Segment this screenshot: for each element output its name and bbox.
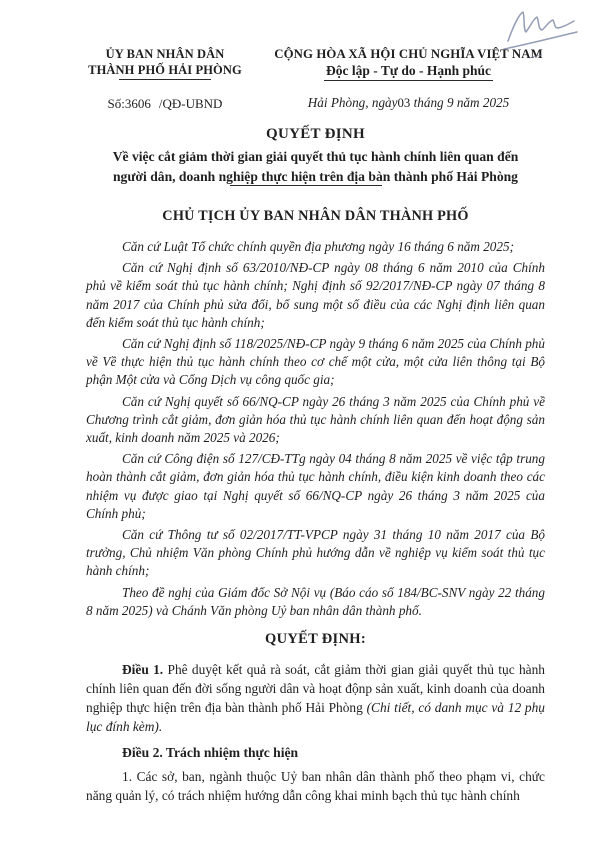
subject-underline: [230, 185, 382, 186]
document-number: [86, 95, 244, 112]
article-1-text: Phê duyệt kết quả rà soát, cắt giảm thời gian giải quyết thủ tục hành chính liên quan đến đời sống người dân và hoạt độnp sản xuất, kinh doanh của doanh nghiệp thực hiện trên địa bàn thành phố Hải Phòng: [86, 662, 545, 716]
preamble-paragraph: Căn cứ Nghị quyết số 66/NQ-CP ngày 26 tháng 3 năm 2025 của Chính phủ về Chương trình cắt giảm, đơn giản hóa thủ tục hành chính liên quan đến hoạt động sản xuất, kinh doanh năm 2025 và 2026;: [86, 393, 545, 446]
article-2-heading: Điều 2. Trách nhiệm thực hiện: [122, 745, 299, 761]
document-header: [86, 46, 545, 112]
preamble: [86, 238, 545, 620]
authority-underline: [119, 79, 211, 80]
decision-heading: QUYẾT ĐỊNH:: [265, 631, 366, 648]
issuing-authority-city: THÀNH PHỐ HẢI PHÒNG: [88, 63, 242, 77]
article-1: [86, 660, 545, 736]
decree-heading: QUYẾT ĐỊNH: [266, 126, 365, 142]
date-suffix: tháng 9 năm 2025: [410, 95, 510, 110]
deciding-authority: CHỦ TỊCH ỦY BAN NHÂN DÂN THÀNH PHỐ: [162, 208, 469, 224]
article-1-label: Điều 1.: [122, 662, 164, 678]
handwritten-signature-mark: [500, 5, 582, 67]
preamble-paragraph: Căn cứ Luật Tổ chức chính quyền địa phương ngày 16 tháng 6 năm 2025;: [122, 239, 514, 254]
decree-subject: [86, 147, 545, 186]
article-2-item-1: 1. Các sở, ban, ngành thuộc Uỷ ban nhân dân thành phố theo phạm vi, chức năng quản lý, có trách nhiệm hướng dẫn công khai minh bạch thủ tục hành chính: [86, 769, 545, 804]
issuing-authority-block: [86, 46, 244, 112]
issuing-authority-name: ỦY BAN NHÂN DÂN: [105, 47, 225, 61]
preamble-paragraph: Theo đề nghị của Giám đốc Sở Nội vụ (Báo cáo số 184/BC-SNV ngày 22 tháng 8 năm 2025) và Chánh Văn phòng Uỷ ban nhân dân thành phố.: [86, 584, 545, 618]
preamble-paragraph: Căn cứ Công điện số 127/CĐ-TTg ngày 04 tháng 8 năm 2025 về việc tập trung hoàn thành cắt giảm, đơn giản hóa thủ tục hành chính, điều kiện kinh doanh theo các nhiệm vụ được giao tại Nghị quyết số 66/NQ-CP ngày 26 tháng 3 năm 2025 của Chính phủ;: [86, 451, 545, 521]
national-motto: Độc lập - Tự do - Hạnh phúc: [324, 62, 493, 81]
place-and-date: [272, 94, 545, 112]
document-number-symbol: /QĐ-UBND: [158, 96, 223, 111]
date-place-prefix: Hải Phòng, ngày: [307, 95, 398, 110]
preamble-paragraph: Căn cứ Nghị định số 118/2025/NĐ-CP ngày 9 tháng 6 năm 2025 của Chính phủ về Về thực hiện thủ tục hành chính theo cơ chế một cửa, một cửa liên thông tại Bộ phận Một cửa và Cổng Dịch vụ công quốc gia;: [86, 336, 545, 388]
document-number-so: Số:3606: [107, 96, 151, 111]
date-day: 03: [397, 96, 411, 110]
national-title: CỘNG HÒA XÃ HỘI CHỦ NGHĨA VIỆT NAM: [274, 47, 543, 61]
preamble-paragraph: Căn cứ Nghị định số 63/2010/NĐ-CP ngày 08 tháng 6 năm 2010 của Chính phủ về kiểm soát thủ tục hành chính; Nghị định số 92/2017/NĐ-CP ngày 07 tháng 8 năm 2017 của Chính phủ sửa đổi, bổ sung một số điều của các Nghị định liên quan đến kiểm soát thủ tục hành chính;: [86, 260, 545, 330]
decree-subject-line2: người dân, doanh nghiệp thực hiện trên địa bàn thành phố Hải Phòng: [113, 169, 518, 184]
article-1-note: (Chi tiết, có danh mục và 12 phụ lục đính kèm).: [86, 700, 545, 735]
decree-subject-line1: Về việc cắt giảm thời gian giải quyết thủ tục hành chính liên quan đến: [112, 149, 519, 164]
preamble-paragraph: Căn cứ Thông tư số 02/2017/TT-VPCP ngày 31 tháng 10 năm 2017 của Bộ trưởng, Chủ nhiệm Văn phòng Chính phủ hướng dẫn về nghiệp vụ kiểm soát thủ tục hành chính;: [86, 527, 545, 579]
